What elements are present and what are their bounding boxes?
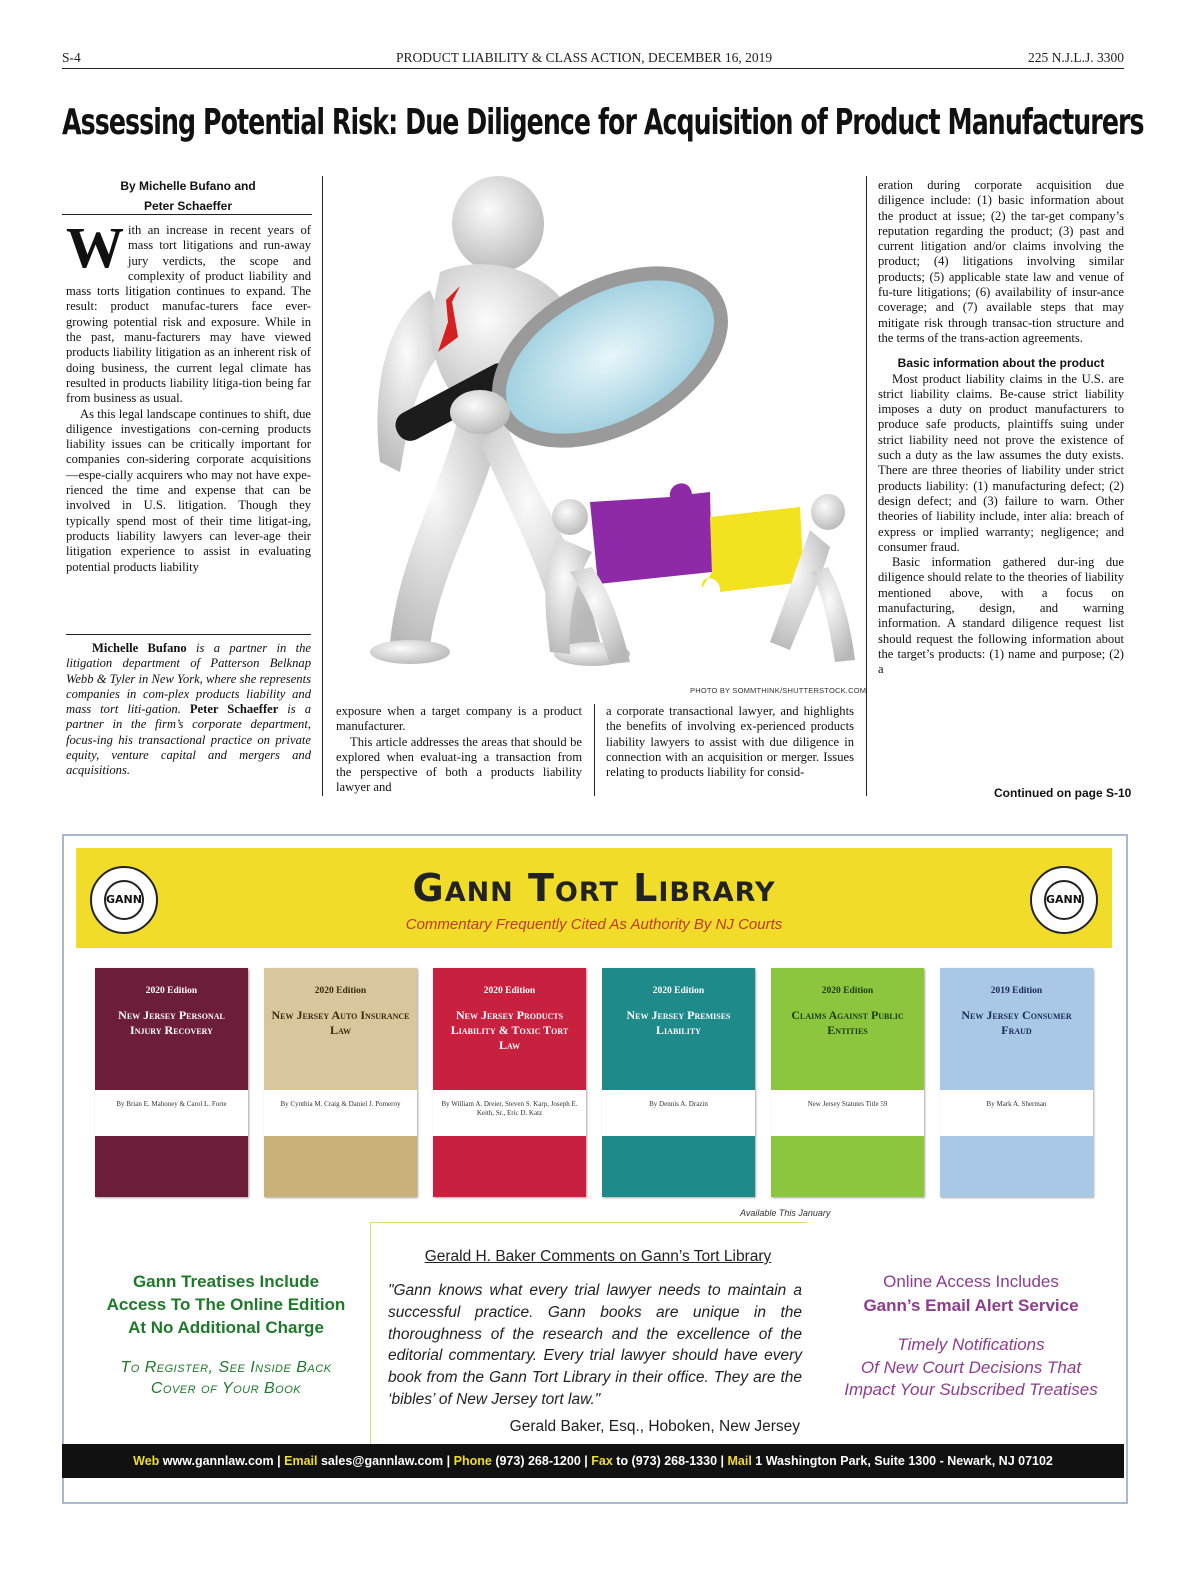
- book-cover-top: [940, 968, 1093, 1090]
- book-cover-bottom: [940, 1136, 1093, 1197]
- book-title: New Jersey Personal Injury Recovery: [118, 1008, 225, 1037]
- article-column-4: [878, 178, 1124, 678]
- book-cover-top: [95, 968, 248, 1090]
- book-edition: 2019 Edition: [990, 986, 1043, 996]
- running-header: [62, 48, 1124, 68]
- book-edition: 2020 Edition: [652, 986, 705, 996]
- book-authors: By Cynthia M. Craig & Daniel J. Pomeroy: [280, 1100, 401, 1108]
- ad-banner: [76, 848, 1112, 948]
- email-link[interactable]: sales@gannlaw.com: [320, 1454, 444, 1468]
- book-author-panel: [264, 1090, 417, 1136]
- page-number: S-4: [62, 50, 81, 65]
- book-cover-bottom: [433, 1136, 586, 1197]
- book-author-panel: [95, 1090, 248, 1136]
- book-title: New Jersey Products Liability & Toxic Tort Law: [450, 1008, 569, 1052]
- byline-line-2: Peter Schaeffer: [143, 199, 233, 213]
- section-title: PRODUCT LIABILITY & CLASS ACTION, DECEMBER 16, 2019: [396, 50, 773, 65]
- book-edition: 2020 Edition: [821, 986, 874, 996]
- author-name: Peter Schaeffer: [189, 702, 279, 717]
- article-column-1: [66, 215, 311, 575]
- column-divider: [322, 176, 323, 796]
- book-cover[interactable]: [771, 968, 924, 1197]
- online-edition-promo: Gann Treatises Include Access To The Online Edition At No Additional Charge To Register, See Inside Back Cover of Your Book: [106, 1272, 346, 1397]
- bio-rule: [66, 634, 311, 635]
- book-authors: By Dennis A. Drazin: [649, 1100, 708, 1108]
- book-cover-bottom: [602, 1136, 755, 1197]
- contact-bar: Web www.gannlaw.com | Email sales@gannlaw.com | Phone (973) 268-1200 | Fax to (973) 268-1330 | Mail 1 Washington Park, Suite 1300 - Newark, NJ 07102: [62, 1444, 1124, 1478]
- book-cover-top: [602, 968, 755, 1090]
- quote-attribution: Gerald Baker, Esq., Hoboken, New Jersey: [509, 1418, 800, 1435]
- email-alert-promo: Online Access Includes Gann’s Email Alert Service Timely Notifications Of New Court Decisions That Impact Your Subscribed Treatises: [844, 1272, 1098, 1399]
- book-authors: By William A. Dreier, Steven S. Karp, Joseph E. Keith, Sr., Eric D. Katz: [441, 1100, 578, 1117]
- book-authors: New Jersey Statutes Title 59: [807, 1100, 888, 1108]
- purple-puzzle-piece: [590, 483, 712, 584]
- paragraph: As this legal landscape continues to shift, due diligence investigations con-cerning products liability issues can be critically important for companies con-sidering corporate acquisitions—espe-cially acquirers who may not have expe-rienced the time and expense that can be involved in U.S. litigation. Though they typically spend most of their time litigat-ing, products liability lawyers can lever-age their litigation experience to assist in evaluating potential products liability: [66, 406, 311, 574]
- book-edition: 2020 Edition: [145, 986, 198, 996]
- book-title: New Jersey Premises Liability: [626, 1008, 731, 1037]
- book-author-panel: [771, 1090, 924, 1136]
- availability-note: Available This January: [740, 1208, 831, 1218]
- article-column-3: [606, 704, 854, 780]
- ad-subtitle: Commentary Frequently Cited As Authority By NJ Courts: [405, 916, 783, 933]
- gann-seal-icon: GANN: [1030, 866, 1098, 934]
- book-authors: By Mark A. Sherman: [986, 1100, 1047, 1108]
- continued-link[interactable]: Continued on page S-10: [994, 786, 1132, 800]
- byline-line-1: By Michelle Bufano and: [120, 179, 256, 193]
- column-divider: [866, 176, 867, 796]
- book-cover[interactable]: [602, 968, 755, 1197]
- book-title: New Jersey Auto Insurance Law: [271, 1008, 410, 1037]
- article-headline: Assessing Potential Risk: Due Diligence for Acquisition of Product Manufacturers: [62, 102, 1144, 143]
- website-link[interactable]: www.gannlaw.com: [162, 1454, 274, 1468]
- photo-credit: PHOTO BY SOMMTHINK/SHUTTERSTOCK.COM: [690, 686, 867, 695]
- citation: 225 N.J.L.J. 3300: [1027, 50, 1124, 65]
- book-edition: 2020 Edition: [314, 986, 367, 996]
- book-edition: 2020 Edition: [483, 986, 536, 996]
- book-cover[interactable]: [940, 968, 1093, 1197]
- ad-title: Gann Tort Library: [412, 866, 776, 910]
- paragraph: a corporate transactional lawyer, and highlights the benefits of involving ex-perienced products liability lawyers to assist with due diligence in connection with an acquisition or merger. Issues relating to products liability for consid-: [606, 704, 854, 780]
- paragraph: eration during corporate acquisition due diligence include: (1) basic information about the product at issue; (2) the tar-get company’s reputation regarding the product; (3) past and current litigation and/or claims involving the product; (4) litigations involving similar products; (5) applicable state law and venue of fu-ture litigations; (6) availability of insur-ance coverage; and (7) available steps that may mitigate risk through transac-tion structure and the terms of the trans-action agreements.: [878, 178, 1124, 345]
- gann-seal-icon: GANN: [90, 866, 158, 934]
- mailing-address: 1 Washington Park, Suite 1300 - Newark, NJ 07102: [755, 1454, 1053, 1468]
- quote-heading: Gerald H. Baker Comments on Gann’s Tort Library: [424, 1248, 772, 1265]
- book-cover[interactable]: [95, 968, 248, 1197]
- section-subhead: Basic information about the product: [897, 356, 1105, 371]
- author-name: Michelle Bufano: [92, 641, 187, 655]
- paragraph: Basic information gathered dur-ing due diligence should relate to the theories of liability mentioned above, with a focus on manufacturing, design, and warning information. A standard diligence request list should request the following information about the target’s products: (1) name and purpose; (2) a: [878, 555, 1124, 677]
- figure-head: [452, 176, 544, 272]
- author-bio: Michelle Bufano is a partner in the litigation department of Patterson Belknap Webb & Tyler in New York, where she represents companies in com-plex products liability and mass tort liti-gation. Peter Schaeffer is a partner in the firm’s corporate department, focus-ing his transactional practice on private equity, venture capital and mergers and acquisitions.: [66, 641, 311, 778]
- phone-number: (973) 268-1200: [495, 1454, 581, 1468]
- article-column-2: [336, 704, 582, 796]
- book-cover-top: [433, 968, 586, 1090]
- book-author-panel: [433, 1090, 586, 1136]
- paragraph: ith an increase in recent years of mass tort litigations and run-away jury verdicts, the scope and complexity of product liability and mass torts litigation continues to expand. The result: product manufac-turers face ever-growing potential risk and exposure. While in the past, manu-facturers may have viewed products liability litigation as an inherent risk of doing business, the current legal climate has resulted in products liability litiga-tion being far from business as usual.: [66, 223, 311, 406]
- book-title: Claims Against Public Entities: [791, 1008, 904, 1037]
- testimonial-quote: "Gann knows what every trial lawyer needs to maintain a successful practice. Gann books are unique in the thoroughness of the research and the excellence of the editorial commentary. Every trial lawyer should have every book from the Gann Tort Library in their office. They are the ‘bibles’ of New Jersey tort law.": [388, 1282, 802, 1408]
- header-rule: [62, 68, 1124, 69]
- book-cover-bottom: [95, 1136, 248, 1197]
- article-illustration: [330, 172, 860, 684]
- book-cover-top: [264, 968, 417, 1090]
- book-author-panel: [602, 1090, 755, 1136]
- book-cover[interactable]: [433, 968, 586, 1197]
- book-cover-bottom: [264, 1136, 417, 1197]
- book-cover-top: [771, 968, 924, 1090]
- book-author-panel: [940, 1090, 1093, 1136]
- book-cover[interactable]: [264, 968, 417, 1197]
- drop-cap: W: [66, 215, 124, 280]
- column-divider: [594, 704, 595, 796]
- fax-number: to (973) 268-1330: [616, 1454, 718, 1468]
- paragraph: Most product liability claims in the U.S. are strict liability claims. Be-cause strict liability imposes a duty on product manufacturers to produce safe products, plaintiffs suing under strict liability need not prove the existence of such a duty as the law assumes the duty exists. There are three theories of liability under strict products liability: (1) manufacturing defect; (2) design defect; and (3) failure to warn. Other theories of liability include, inter alia: breach of express or implied warranty; negligence; and consumer fraud.: [878, 371, 1124, 554]
- book-cover-bottom: [771, 1136, 924, 1197]
- book-authors: By Brian E. Mahoney & Carol L. Forte: [116, 1100, 227, 1108]
- yellow-puzzle-piece: [702, 507, 804, 592]
- paragraph: This article addresses the areas that should be explored when evaluat-ing a transaction from the perspective of both a products liability lawyer and: [336, 734, 582, 795]
- book-title: New Jersey Consumer Fraud: [961, 1008, 1072, 1037]
- paragraph: exposure when a target company is a product manufacturer.: [336, 704, 582, 734]
